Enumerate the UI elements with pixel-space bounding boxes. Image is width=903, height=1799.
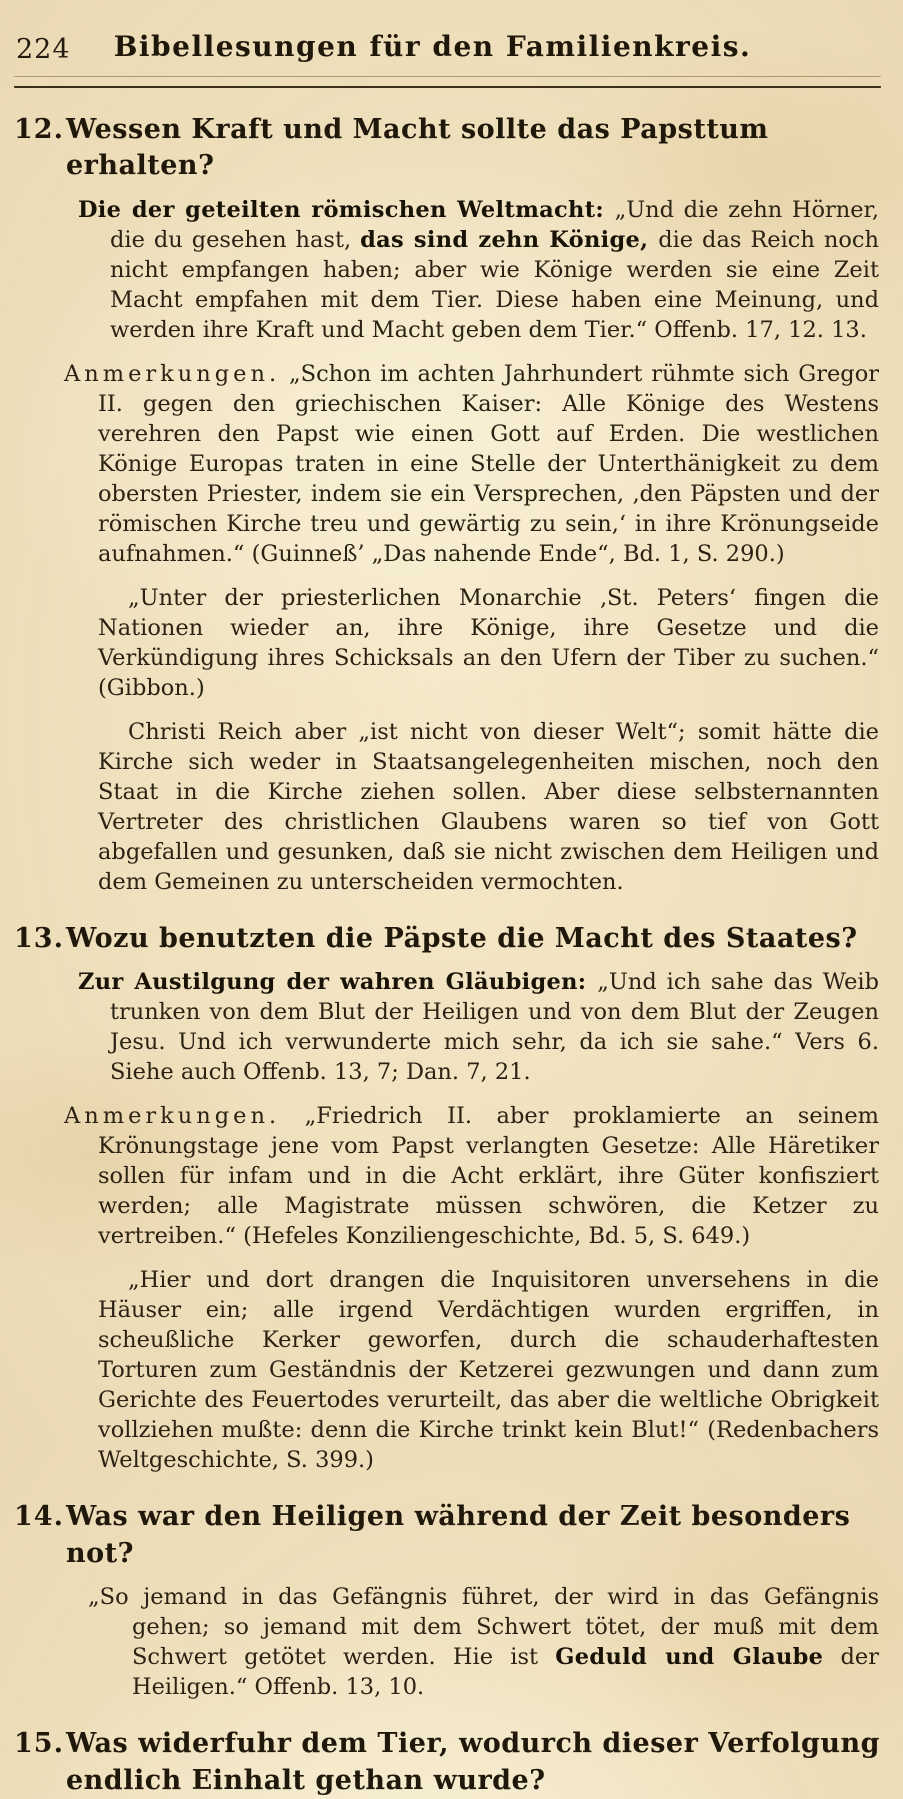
question-number: 15.: [14, 1728, 64, 1760]
answer-emphasis-bold: Geduld und Glaube: [555, 1644, 824, 1671]
quote-paragraph: „Unter der priesterlichen Monarchie ‚St. Peters‘ fingen die Nationen wieder an, ihre Könige, ihre Gesetze und die Verkündigung ihres Schicksals an den Ufern der Tiber zu suchen.“ (Gibbon.): [98, 584, 879, 701]
notes-text: „Friedrich II. aber proklamierte an seinem Krönungstage jene vom Papst verlangten Gesetze: Alle Häretiker sollen für infam und in die Acht erklärt, ihre Güter konfisziert werden; alle Magistrate müssen schwören, die Ketzer zu vertreiben.“ (Hefeles Konziliengeschichte, Bd. 5, S. 649.): [98, 1103, 879, 1250]
question-text: Wessen Kraft und Macht sollte das Papsttum erhalten?: [66, 114, 769, 182]
question-number: 13.: [14, 922, 64, 954]
header-divider-rule: [14, 76, 881, 88]
answer-lead-bold: Zur Austilgung der wahren Gläubigen:: [78, 969, 598, 996]
notes-paragraph: [64, 359, 879, 569]
answer-lead-bold: Die der geteilten römischen Weltmacht:: [78, 196, 615, 223]
notes-label: Anmerkungen.: [64, 1103, 281, 1130]
answer-emphasis-bold: das sind zehn Könige,: [360, 226, 659, 253]
section-question-14: [14, 1499, 881, 1702]
answer-text: die das Reich noch nicht empfangen haben; aber wie Könige werden sie eine Zeit Macht empfahen mit dem Tier. Diese haben eine Meinung, und werden ihre Kraft und Macht geben dem Tier.“ Offenb. 17, 12. 13.: [110, 226, 879, 343]
notes-label: Anmerkungen.: [64, 360, 281, 387]
question-text: Wozu benutzten die Päpste die Macht des Staates?: [66, 922, 858, 954]
answer-paragraph: [88, 1582, 879, 1702]
question-number: 12.: [14, 114, 64, 145]
answer-text: „Und die zehn Hörner, die du gesehen hast,: [110, 196, 879, 253]
question-row: [14, 1499, 881, 1572]
question-row: [14, 112, 881, 185]
question-text: Was war den Heiligen während der Zeit besonders not?: [66, 1501, 851, 1569]
running-header: [14, 30, 881, 66]
question-number: 14.: [14, 1501, 64, 1533]
answer-paragraph: [78, 195, 879, 345]
section-question-13: [14, 921, 881, 1475]
question-text: Was widerfuhr dem Tier, wodurch dieser Verfolgung endlich Einhalt gethan wurde?: [66, 1728, 881, 1796]
running-header-title: Bibellesungen für den Familienkreis.: [113, 30, 752, 63]
answer-text: „Und ich sahe das Weib trunken von dem Blut der Heiligen und von dem Blut der Zeugen Jesu. Und ich verwunderte mich sehr, da ich sie sahe.“ Vers 6. Siehe auch Offenb. 13, 7; Dan. 7, 21.: [110, 969, 880, 1086]
question-row: [14, 1726, 881, 1799]
notes-paragraph: [64, 1101, 879, 1251]
question-row: [14, 921, 881, 957]
notes-text: „Schon im achten Jahrhundert rühmte sich Gregor II. gegen den griechischen Kaiser: Alle Könige des Westens verehren den Papst wie einen Gott auf Erden. Die westlichen Könige Europas traten in eine Stelle der Unterthänigkeit zu dem obersten Priester, indem sie ein Versprechen, ‚den Päpsten und der römischen Kirche treu und gewärtig zu sein,‘ in ihre Krönungseide aufnahmen.“ (Guinneß’ „Das nahende Ende“, Bd. 1, S. 290.): [98, 360, 879, 567]
answer-text: der Heiligen.“ Offenb. 13, 10.: [132, 1644, 879, 1701]
section-question-12: [14, 112, 881, 897]
answer-paragraph: [78, 967, 880, 1087]
answer-text: „So jemand in das Gefängnis führet, der wird in das Gefängnis gehen; so jemand mit dem Schwert tötet, der muß mit dem Schwert getötet werden. Hie ist: [88, 1584, 879, 1671]
section-question-15: [14, 1726, 881, 1799]
page-number: 224: [16, 34, 71, 65]
quote-paragraph: Christi Reich aber „ist nicht von dieser Welt“; somit hätte die Kirche sich weder in Staatsangelegenheiten mischen, noch den Staat in die Kirche ziehen sollen. Aber diese selbsternannten Vertreter des christlichen Glaubens waren so tief von Gott abgefallen und gesunken, daß sie nicht zwischen dem Heiligen und dem Gemeinen zu unterscheiden vermochten.: [98, 718, 879, 895]
quote-paragraph: „Hier und dort drangen die Inquisitoren unversehens in die Häuser ein; alle irgend Verdächtigen wurden ergriffen, in scheußliche Kerker geworfen, durch die schauderhaftesten Torturen zum Geständnis der Ketzerei gezwungen und dann zum Gerichte des Feuertodes verurteilt, das aber die weltliche Obrigkeit vollziehen mußte: denn die Kirche trinkt kein Blut!“ (Redenbachers Weltgeschichte, S. 399.): [98, 1267, 879, 1474]
